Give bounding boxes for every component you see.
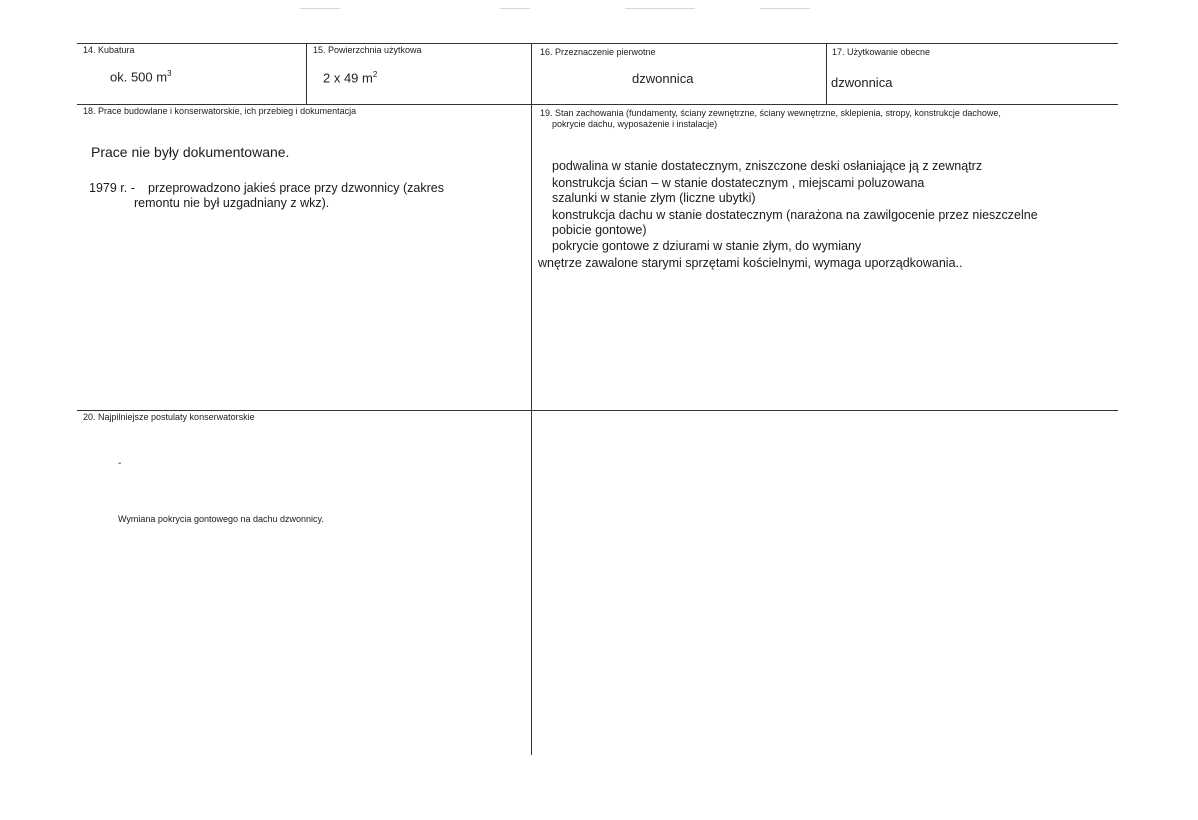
field-18-heading: Prace nie były dokumentowane. xyxy=(91,144,290,160)
field-19-label xyxy=(540,108,1001,130)
field-15-label: 15. Powierzchnia użytkowa xyxy=(313,45,422,55)
field-18-label: 18. Prace budowlane i konserwatorskie, ich przebieg i dokumentacja xyxy=(83,106,357,116)
field-17-value: dzwonnica xyxy=(831,75,893,90)
col-divider xyxy=(826,43,827,104)
field-19-label-line-2: pokrycie dachu, wyposażenie i instalacje) xyxy=(552,119,718,129)
field-19-label-line-1: 19. Stan zachowania (fundamenty, ściany zewnętrzne, ściany wewnętrzne, sklepienia, stropy, konstrukcje dachowe, xyxy=(540,108,1001,118)
scan-mark xyxy=(300,8,340,9)
condition-line: wnętrze zawalone starymi sprzętami kościelnymi, wymaga uporządkowania.. xyxy=(538,256,963,270)
col-divider xyxy=(306,43,307,104)
field-20-text: Wymiana pokrycia gontowego na dachu dzwonnicy. xyxy=(118,514,324,524)
scan-mark xyxy=(500,8,530,9)
scan-mark xyxy=(625,8,695,9)
field-15-value-unit: 2 xyxy=(372,70,378,79)
field-14-label: 14. Kubatura xyxy=(83,45,135,55)
field-17-label: 17. Użytkowanie obecne xyxy=(832,47,931,57)
row-divider xyxy=(77,410,1118,411)
field-15-value-text: 2 x 49 m xyxy=(323,70,373,86)
field-18-entry-line-2: remontu nie był uzgadniany z wkz). xyxy=(134,196,330,210)
condition-line: pokrycie gontowe z dziurami w stanie złym, do wymiany xyxy=(552,239,862,253)
field-15-value xyxy=(323,70,377,85)
row-divider xyxy=(77,104,1118,105)
field-16-label: 16. Przeznaczenie pierwotne xyxy=(540,47,656,57)
top-border xyxy=(77,43,1118,44)
condition-line: konstrukcja dachu w stanie dostatecznym (narażona na zawilgocenie przez nieszczelne xyxy=(552,208,1038,222)
condition-line: konstrukcja ścian – w stanie dostatecznym , miejscami poluzowana xyxy=(552,176,925,190)
field-18-entry-year: 1979 r. - xyxy=(89,181,135,195)
field-20-label: 20. Najpilniejsze postulaty konserwatorskie xyxy=(83,412,255,422)
field-14-value xyxy=(110,69,172,84)
field-20-bullet: - xyxy=(118,458,122,469)
field-14-value-text: ok. 500 m xyxy=(110,69,168,85)
condition-line: szalunki w stanie złym (liczne ubytki) xyxy=(552,191,756,205)
field-14-value-unit: 3 xyxy=(167,69,172,78)
scan-mark xyxy=(760,8,810,9)
field-16-value: dzwonnica xyxy=(632,71,694,86)
col-divider xyxy=(531,43,532,755)
condition-line: pobicie gontowe) xyxy=(552,223,647,237)
field-18-entry-line-1: przeprowadzono jakieś prace przy dzwonnicy (zakres xyxy=(148,181,444,195)
condition-line: podwalina w stanie dostatecznym, zniszczone deski osłaniające ją z zewnątrz xyxy=(552,159,983,173)
